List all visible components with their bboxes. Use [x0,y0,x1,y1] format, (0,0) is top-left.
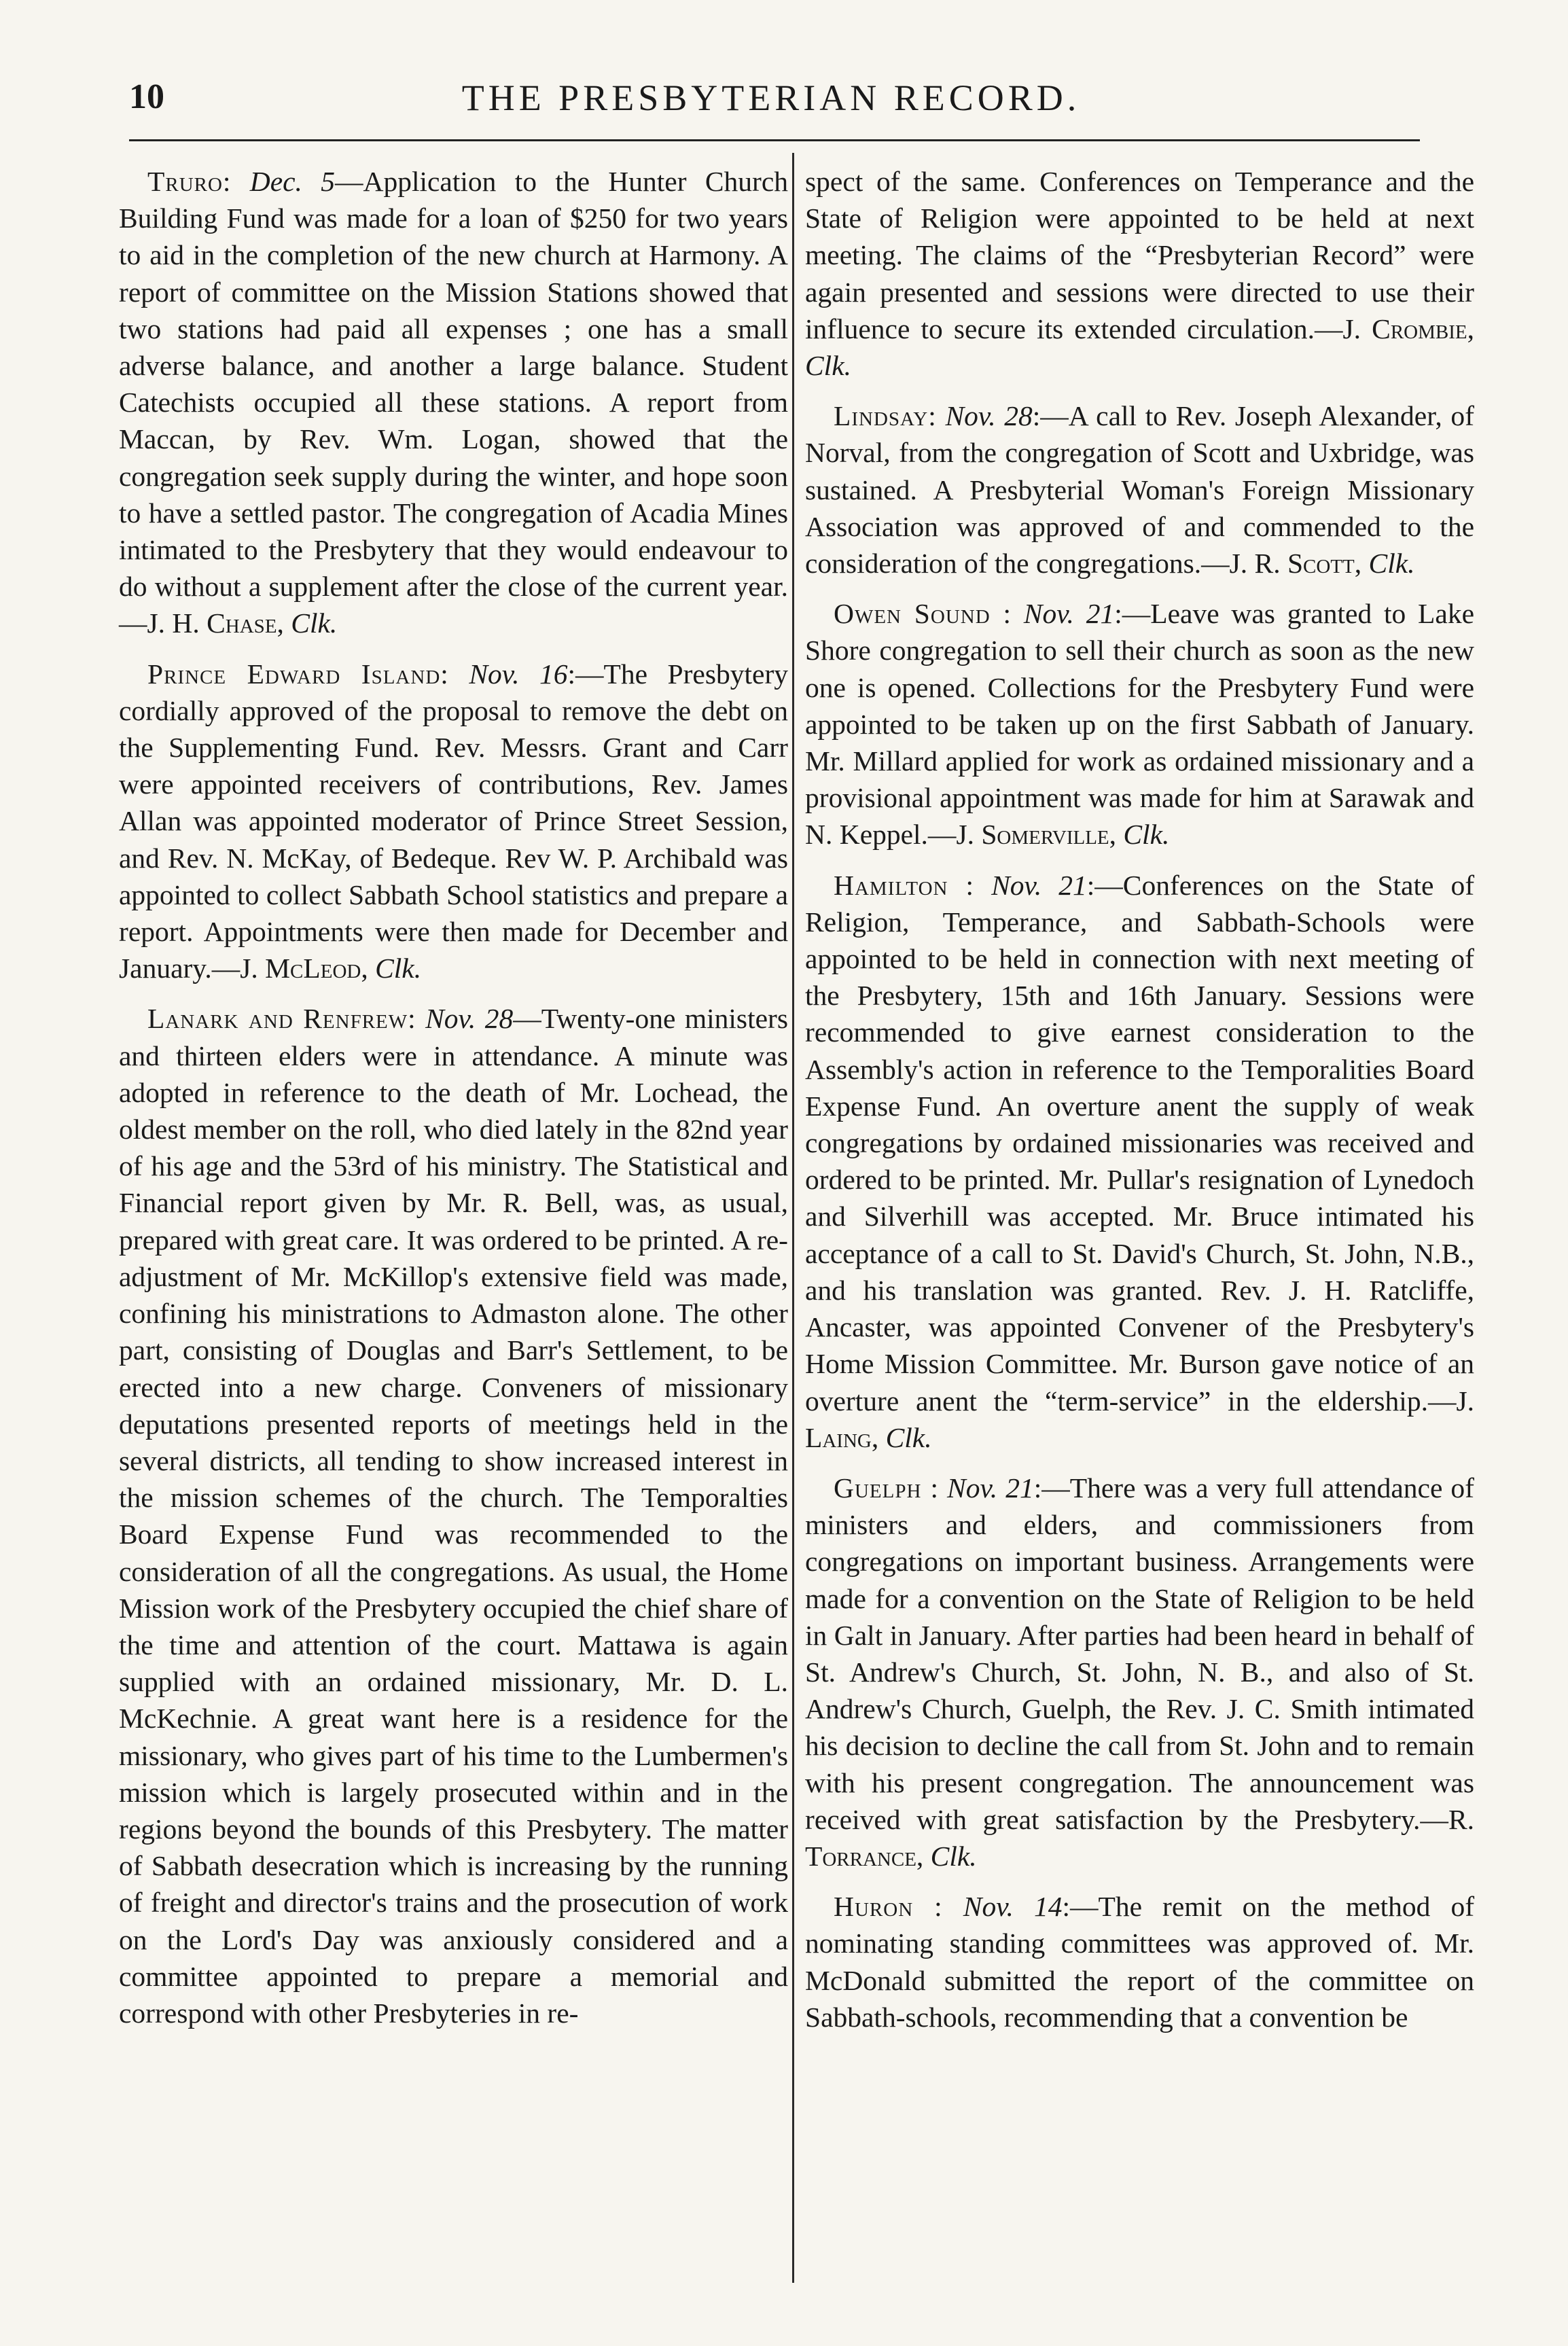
clerk-name: J. R. Scott, [1229,548,1362,580]
clerk-name: R. Torrance, [805,1803,1474,1872]
entry-owen-sound [805,595,1474,853]
entry-text: :—Conferences on the State of Religion, Temperance, and Sabbath-Schools were appointed to be held in connection with next meeting of the Presbytery, 15th and 16th January. Sessions were recommended to give earnest consideration to the Assembly's action in reference to the Temporalities Board Expense Fund. An overture anent the supply of weak congregations by ordained missionaries was received and ordered to be printed. Mr. Pullar's resignation of Lynedoch and Silverhill was accepted. Mr. Bruce intimated his acceptance of a call to St. David's Church, St. John, N.B., and his translation was granted. Rev. J. H. Ratcliffe, Ancaster, was appointed Convener of the Presbytery's Home Mission Committee. Mr. Burson gave notice of an overture anent the “term-service” in the eldership.— [805,869,1475,1417]
left-column [119,163,788,2045]
right-column [805,163,1474,2049]
entry-prince-edward-island [119,656,788,987]
clerk-name: J. Somerville, [956,819,1116,851]
entry-lanark-continuation [805,163,1474,384]
clerk-signature [1230,548,1415,579]
meeting-date: Nov. 21 [1023,598,1115,630]
presbytery-name: Lanark and Renfrew: [147,1003,416,1035]
meeting-date: Nov. 28 [945,400,1033,432]
column-divider [792,153,794,2283]
clerk-abbrev: Clk. [930,1840,977,1872]
clerk-abbrev: Clk. [885,1421,932,1453]
clerk-name: J. H. Chase, [147,607,284,639]
meeting-date: Nov. 14 [963,1891,1063,1923]
presbytery-name: Guelph : [834,1472,939,1504]
clerk-name: J. Crombie, [1342,313,1474,344]
entry-text: :—Leave was granted to Lake Shore congregation to sell their church as soon as the new one is opened. Collections for the Presbytery Fund were appointed to be taken up on the first Sabbath of January. Mr. Millard applied for work as ordained missionary and a provisional appointment was made for him at Sarawak and N. Keppel.— [805,598,1475,851]
clerk-signature [240,953,421,984]
meeting-date: Nov. 21 [991,869,1087,901]
entry-guelph [805,1470,1474,1874]
entry-text: —Twenty-one ministers and thirteen elders were in attendance. A minute was adopted in reference to the death of Mr. Lochead, the oldest member on the roll, who died lately in the 82nd year of his age and the 53rd of his ministry. The Statistical and Financial report given by Mr. R. Bell, was, as usual, prepared with great care. It was ordered to be printed. A re-adjustment of Mr. McKillop's extensive field was made, confining his ministrations to Admaston alone. The other part, consisting of Douglas and Barr's Settlement, to be erected into a new charge. Conveners of missionary deputations presented reports of meetings held in the several districts, all tending to show increased interest in the mission schemes of the church. The Temporalties Board Expense Fund was recommended to the consideration of all the congregations. As usual, the Home Mission work of the Presbytery occupied the chief share of the time and attention of the court. Mattawa is again supplied with an ordained missionary, Mr. D. L. McKechnie. A great want here is a residence for the missionary, who gives part of his time to the Lumbermen's mission which is largely prosecuted within and in the regions beyond the bounds of this Presbytery. The matter of Sabbath desecration which is increasing by the running of freight and director's trains and the prosecution of work on the Lord's Day was anxiously considered and a committee appointed to prepare a memorial and correspond with other Presbyteries in re- [119,1003,788,2029]
meeting-date: Nov. 16 [469,658,568,690]
entry-hamilton [805,867,1474,1456]
presbytery-name: Prince Edward Island: [147,658,449,690]
page-header [102,65,1440,132]
entry-lindsay [805,397,1474,582]
entry-truro [119,163,788,642]
clerk-abbrev: Clk. [291,607,338,639]
meeting-date: Nov. 21 [947,1472,1034,1504]
entry-text: spect of the same. Conferences on Temperance and the State of Religion were appointed to be held at next meeting. The claims of the “Presbyterian Record” were again presented and sessions were directed to use their influence to secure its extended circulation.— [805,166,1474,344]
entry-text: :—A call to Rev. Joseph Alexander, of Norval, from the congregation of Scott and Uxbridge, was sustained. A Presbyterial Woman's Foreign Missionary Association was approved of and commended to the consideration of the congregations.— [805,400,1475,580]
entry-lanark-and-renfrew [119,1000,788,2031]
clerk-signature [147,607,338,639]
entry-huron [805,1888,1474,2036]
meeting-date: Dec. 5 [249,166,335,197]
presbytery-name: Lindsay: [834,400,937,432]
clerk-signature [956,819,1169,850]
presbytery-name: Hamilton : [834,869,975,901]
clerk-abbrev: Clk. [1123,819,1170,851]
presbytery-name: Truro: [147,166,232,197]
clerk-abbrev: Clk. [805,350,852,382]
entry-text: :—The Presbytery cordially approved of the proposal to remove the debt on the Supplementing Fund. Rev. Messrs. Grant and Carr were appointed receivers of contributions, Rev. James Allan was appointed moderator of Prince Street Session, and Rev. N. McKay, of Bedeque. Rev W. P. Archibald was appointed to collect Sabbath School statistics and prepare a report. Appointments were then made for December and January.— [119,658,789,984]
clerk-name: J. Laing, [805,1385,1474,1453]
page-number: 10 [129,77,164,116]
entry-text: —Application to the Hunter Church Building Fund was made for a loan of $250 for two years to aid in the completion of the new church at Harmony. A report of committee on the Mission Stations showed that two stations had paid all expenses ; one has a small adverse balance, and another a large balance. Student Catechists occupied all these stations. A report from Maccan, by Rev. Wm. Logan, showed that the congregation seek supply during the winter, and hope soon to have a settled pastor. The congregation of Acadia Mines intimated to the Presbytery that they would endeavour to do without a supplement after the close of the current year.— [119,166,788,639]
presbytery-name: Huron : [834,1891,943,1923]
clerk-name: J. McLeod, [240,953,368,984]
running-title: THE PRESBYTERIAN RECORD. [461,77,1081,118]
entry-text: :—The remit on the method of nominating standing committees was approved of. Mr. McDonald submitted the report of the committee on Sabbath-schools, recommending that a convention be [805,1891,1475,2033]
clerk-abbrev: Clk. [1368,548,1415,580]
header-rule [129,139,1420,141]
presbytery-name: Owen Sound : [834,598,1012,630]
entry-text: :—There was a very full attendance of ministers and elders, and commissioners from congregations on important business. Arrangements were made for a convention on the State of Religion to be held in Galt in January. After parties had been heard in behalf of St. Andrew's Church, St. John, N. B., and also of St. Andrew's Church, Guelph, the Rev. J. C. Smith intimated his decision to decline the call from St. John and to remain with his present congregation. The announcement was received with great satisfaction by the Presbytery.— [805,1472,1474,1835]
clerk-abbrev: Clk. [375,953,422,984]
meeting-date: Nov. 28 [425,1003,514,1035]
